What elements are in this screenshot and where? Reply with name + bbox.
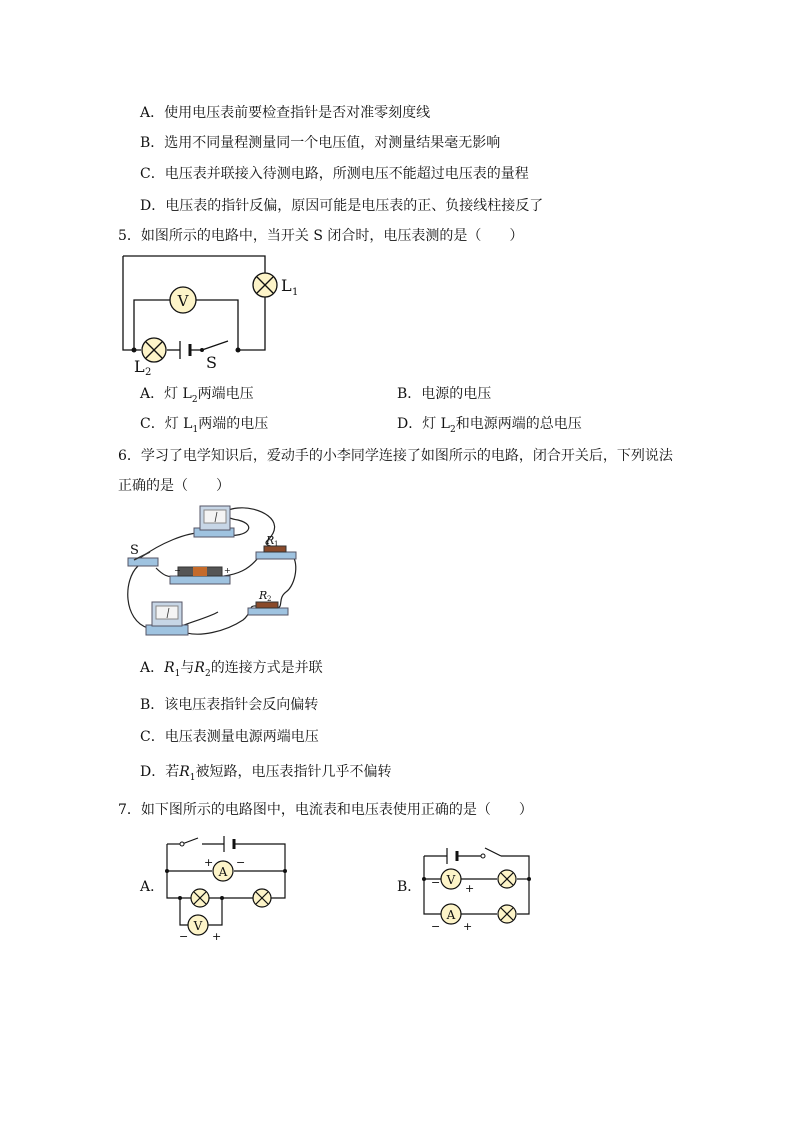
voltmeter-bottom-icon	[146, 602, 188, 635]
svg-text:−: −	[431, 920, 441, 932]
l1-label: L	[281, 276, 292, 295]
svg-text:+: +	[204, 856, 214, 869]
q5-stem: 5．如图所示的电路中，当开关 S 闭合时，电压表测的是（ ）	[118, 228, 524, 244]
q5-circuit-diagram	[110, 250, 310, 375]
resistor-r2-icon	[248, 602, 288, 615]
svg-text:+: +	[463, 920, 473, 932]
svg-text:+: +	[465, 882, 475, 895]
svg-text:+: +	[212, 930, 222, 942]
l2-label-sub: 2	[145, 367, 152, 375]
q7-stem: 7．如下图所示的电路图中，电流表和电压表使用正确的是（ ）	[118, 802, 533, 818]
svg-text:V: V	[193, 919, 203, 933]
q7-circuit-a	[160, 830, 295, 942]
switch-label: S	[206, 353, 217, 372]
lamp-1-icon	[191, 889, 209, 907]
svg-text:−: −	[236, 856, 246, 869]
lamp-2-icon	[498, 905, 516, 923]
lamp-2-icon	[253, 889, 271, 907]
q6-option-a: A．$R_1$与$R_2$的连接方式是并联	[140, 660, 323, 679]
voltmeter-top-icon	[194, 506, 234, 537]
lamp-1-icon	[498, 870, 516, 888]
q6-option-c: C．电压表测量电源两端电压	[140, 729, 319, 745]
q5-option-d: D．灯 $L_2$和电源两端的总电压	[397, 416, 582, 435]
q6-option-b: B．该电压表指针会反向偏转	[140, 697, 319, 713]
svg-text:−: −	[431, 876, 441, 889]
lamp-l1-icon	[253, 273, 277, 297]
svg-text:V: V	[446, 873, 456, 887]
q7-label-b: B．	[397, 879, 422, 895]
q7-label-a: A．	[140, 879, 165, 895]
switch-s-label: S	[130, 543, 139, 558]
l2-label: L	[134, 357, 145, 375]
svg-text:−: −	[174, 566, 181, 575]
r2-label-sub: 2	[267, 595, 272, 603]
svg-text:−: −	[179, 930, 189, 942]
q4-option-a: A．使用电压表前要检查指针是否对准零刻度线	[140, 105, 431, 121]
svg-text:A: A	[218, 865, 228, 879]
voltmeter-label: V	[177, 292, 189, 310]
q5-option-b: B．电源的电压	[397, 386, 492, 402]
q4-option-c: C．电压表并联接入待测电路，所测电压不能超过电压表的量程	[140, 166, 529, 182]
q4-option-d: D．电压表的指针反偏，原因可能是电压表的正、负接线柱接反了	[140, 198, 544, 214]
q6-stem-line2: 正确的是（ ）	[118, 478, 230, 494]
q5-option-a: A．灯 $L_2$两端电压	[140, 386, 254, 405]
q4-option-b: B．选用不同量程测量同一个电压值，对测量结果毫无影响	[140, 135, 501, 151]
q6-stem-line1: 6．学习了电学知识后，爱动手的小李同学连接了如图所示的电路，闭合开关后，下列说法	[118, 448, 673, 464]
r1-label-sub: 1	[274, 540, 279, 548]
q7-circuit-b	[417, 840, 537, 932]
r1-label: R	[266, 534, 275, 547]
l1-label-sub: 1	[292, 287, 299, 298]
svg-text:+: +	[224, 566, 231, 575]
svg-text:A: A	[446, 908, 456, 922]
q5-option-c: C．灯 $L_1$两端的电压	[140, 416, 269, 435]
q6-option-d: D．若$R_1$被短路，电压表指针几乎不偏转	[140, 764, 392, 783]
lamp-l2-icon	[142, 338, 166, 362]
q6-circuit-photo	[118, 500, 303, 645]
r2-label: R	[259, 589, 268, 602]
